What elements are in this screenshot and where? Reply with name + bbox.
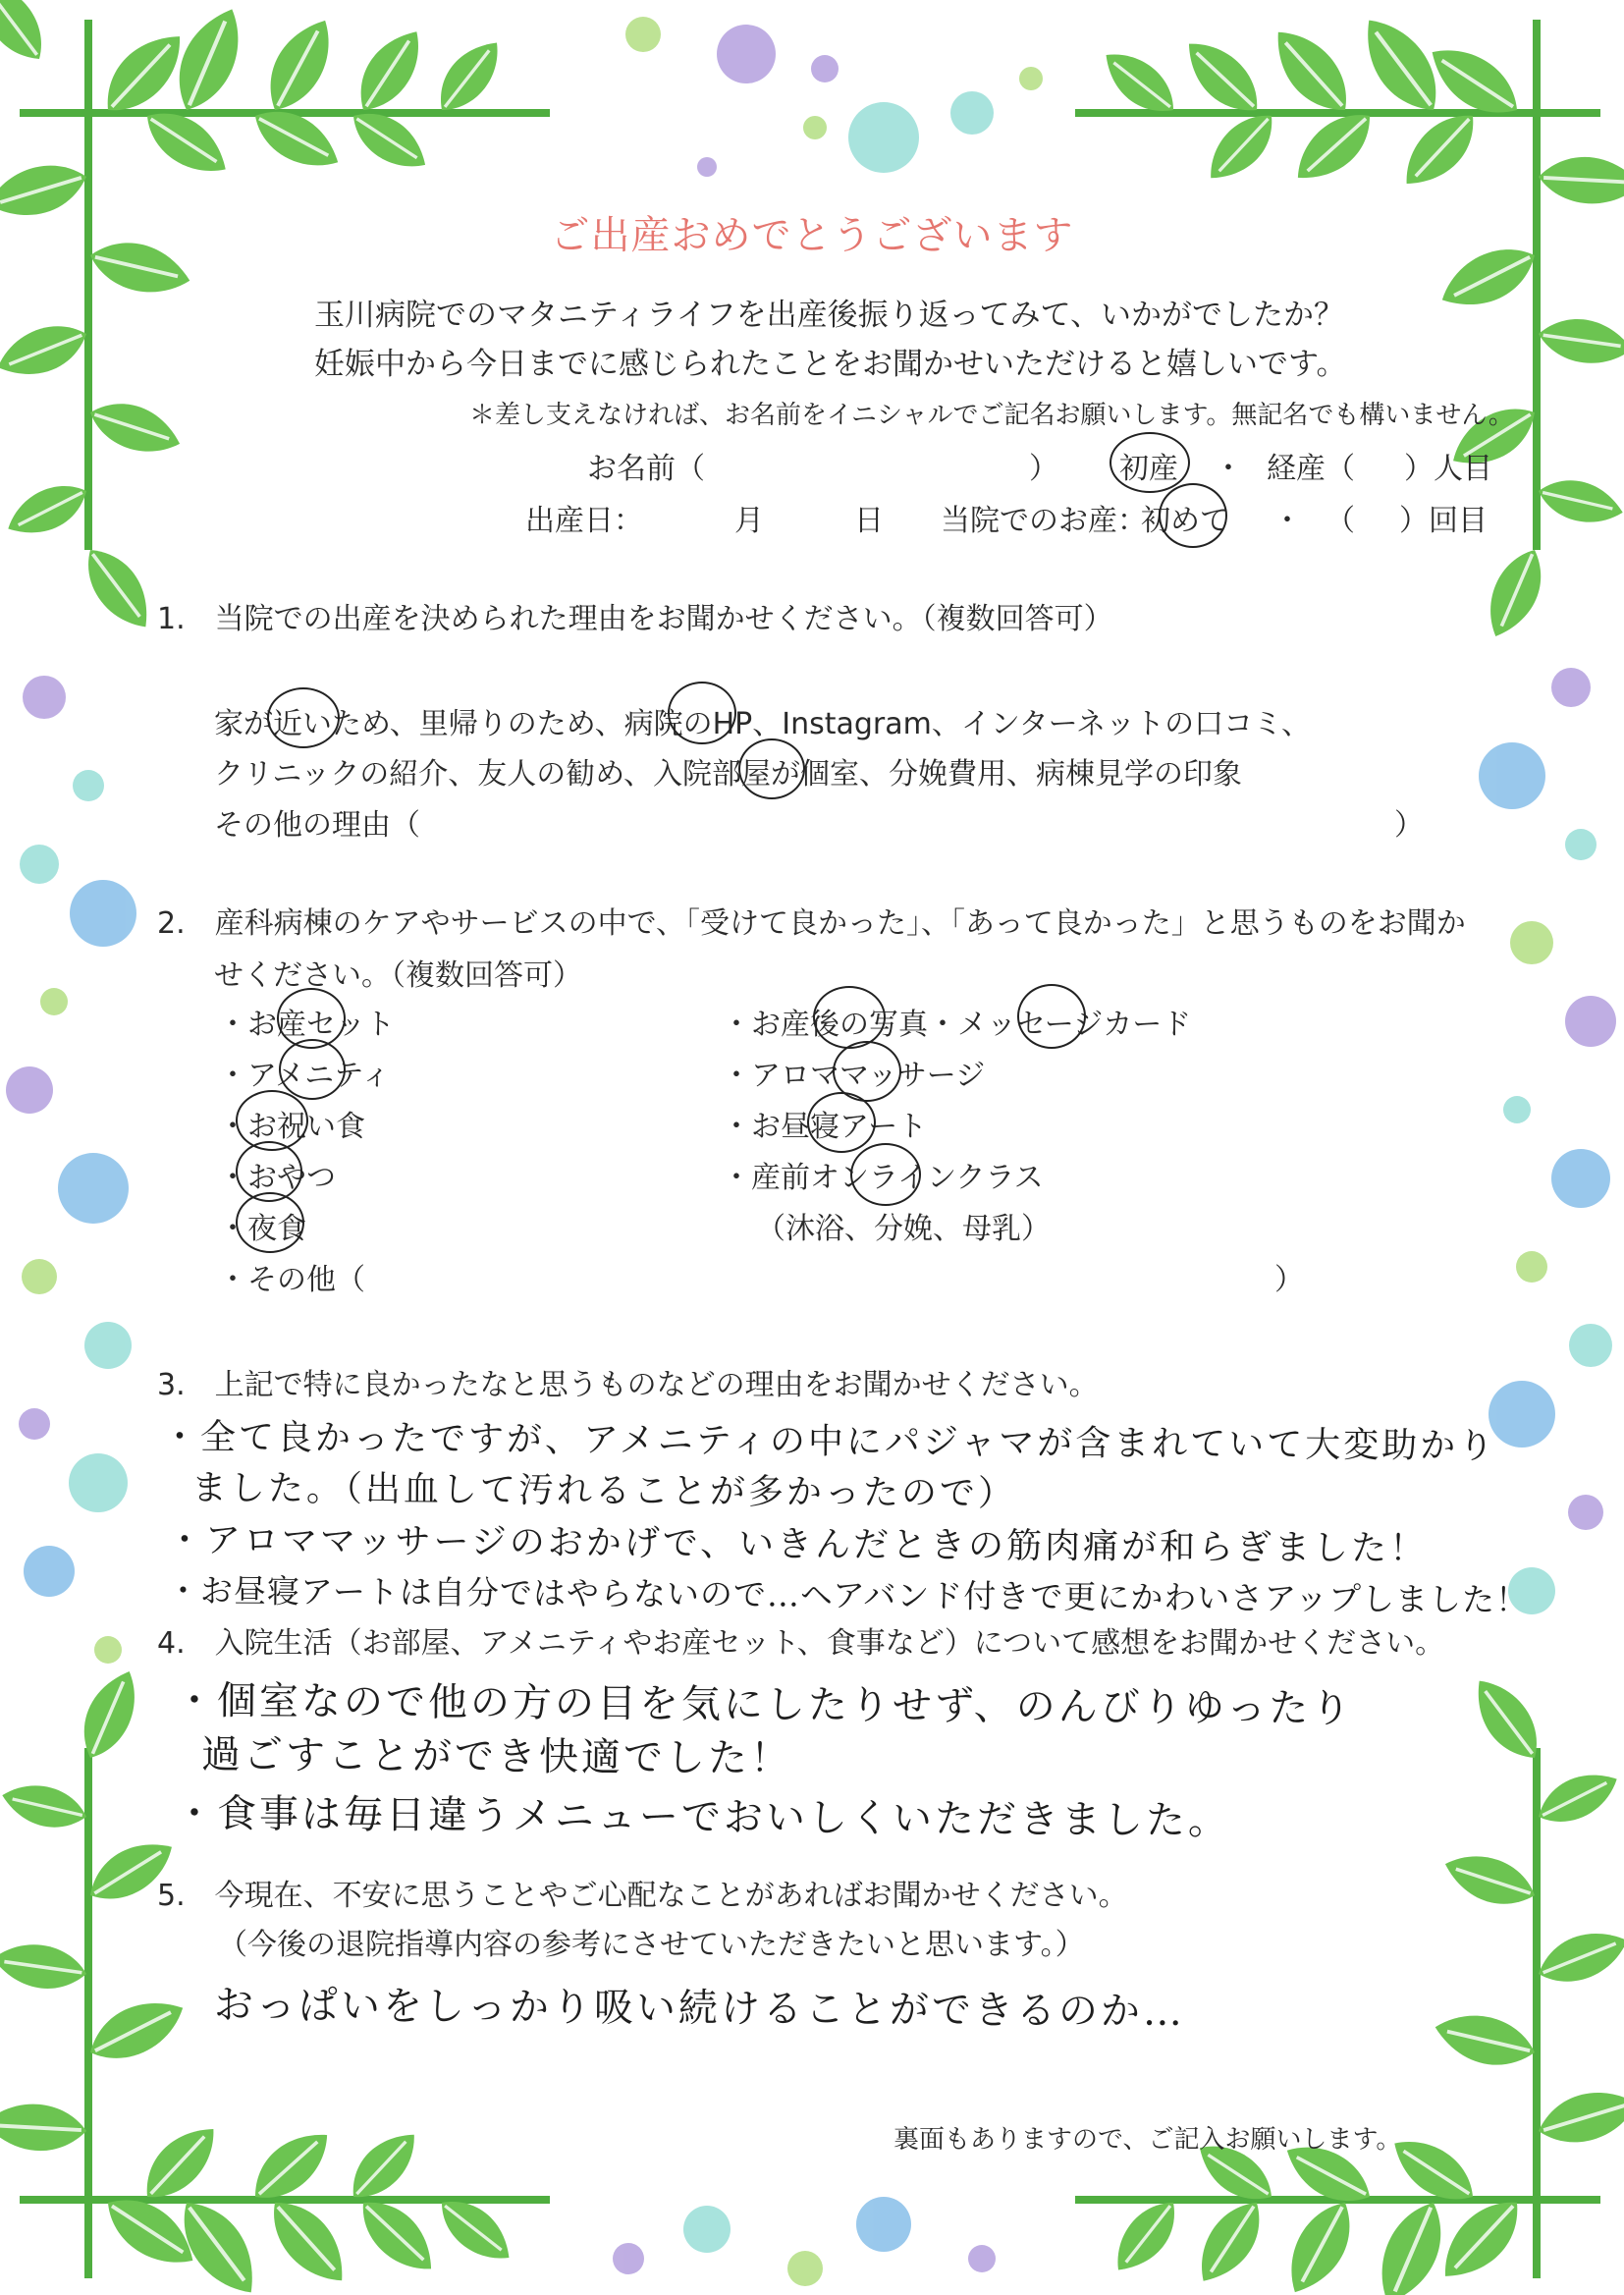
initials-note: ＊差し支えなければ、お名前をイニシャルでご記名お願いします。無記名でも構いません。: [469, 401, 1514, 430]
page-title: ご出産おめでとうございます: [550, 213, 1074, 258]
q4-answer-line-3: ・食事は毎日違うメニューでおいしくいただきました。: [174, 1791, 1231, 1844]
name-close: ）: [1029, 452, 1058, 486]
selection-circle: [850, 1143, 921, 1206]
question-5-sub: （今後の退院指導内容の参考にさせていただきたいと思います。）: [218, 1928, 1085, 1962]
count-open: （: [1326, 504, 1355, 538]
experienced-birth-option[interactable]: 経産（: [1267, 452, 1355, 486]
intro-line-2: 妊娠中から今日までに感じられたことをお聞かせいただけると嬉しいです。: [314, 347, 1347, 382]
q2-option-other[interactable]: ・その他（: [218, 1263, 365, 1297]
count-suffix: ）回目: [1399, 504, 1488, 538]
question-2-line-1: 2. 産科病棟のケアやサービスの中で、「受けて良かった」、「あって良かった」と思うものをお聞か: [157, 906, 1466, 941]
selection-circle: [1017, 984, 1086, 1049]
selection-circle: [807, 1092, 876, 1153]
separator-dot-2: ・: [1272, 504, 1302, 538]
q2-option-nap-art[interactable]: ・お昼寝アート: [722, 1110, 928, 1144]
question-5: 5. 今現在、不安に思うことやご心配なことがあればお聞かせください。: [157, 1879, 1128, 1913]
selection-circle: [236, 1192, 304, 1253]
selection-circle: [668, 682, 736, 744]
day-label: 日: [854, 504, 884, 538]
q4-answer-line-1: ・個室なので他の方の目を気にしたりせず、のんびりゆったり: [174, 1678, 1354, 1732]
q2-other-close: ）: [1274, 1263, 1304, 1297]
name-label: お名前（: [587, 452, 705, 486]
q2-option-night-meal[interactable]: ・夜食: [218, 1212, 306, 1246]
times-suffix: ）人目: [1404, 452, 1492, 486]
question-2-line-2: せください。（複数回答可）: [214, 958, 582, 993]
selection-circle: [813, 986, 886, 1049]
q2-option-aroma-massage[interactable]: ・アロママッサージ: [722, 1059, 986, 1093]
q1-other-label[interactable]: その他の理由（: [214, 808, 420, 843]
q3-answer-line-1: ・全て良かったですが、アメニティの中にパジャマが含まれていて大変助かり: [161, 1417, 1497, 1467]
hospital-birth-label: 当院でのお産：: [941, 504, 1147, 538]
q2-option-amenity[interactable]: ・アメニティ: [218, 1059, 391, 1093]
separator-dot: ・: [1214, 452, 1243, 486]
selection-circle: [738, 738, 805, 799]
question-4: 4. 入院生活（お部屋、アメニティやお産セット、食事など）について感想をお聞かせください。: [157, 1626, 1445, 1661]
question-3: 3. 上記で特に良かったなと思うものなどの理由をお聞かせください。: [157, 1368, 1099, 1402]
selection-circle: [1110, 432, 1190, 493]
q3-answer-line-3: ・アロママッサージのおかげで、いきんだときの筋肉痛が和らぎました！: [166, 1520, 1429, 1569]
q2-option-celebration-meal[interactable]: ・お祝い食: [218, 1110, 365, 1144]
q2-option-birth-set[interactable]: ・お産セット: [218, 1008, 395, 1042]
month-label: 月: [734, 504, 764, 538]
question-1: 1. 当院での出産を決められた理由をお聞かせください。（複数回答可）: [157, 602, 1113, 636]
q2-option-online-class[interactable]: ・産前オンラインクラス: [722, 1161, 1044, 1195]
q2-option-photo-card[interactable]: ・お産後の写真・メッセージカード: [722, 1008, 1192, 1042]
selection-circle: [1159, 483, 1227, 548]
selection-circle: [279, 1039, 346, 1100]
first-time-option[interactable]: 初めて: [1141, 504, 1229, 538]
footer-note: 裏面もありますので、ご記入お願いします。: [893, 2125, 1402, 2155]
intro-line-1: 玉川病院でのマタニティライフを出産後振り返ってみて、いかがでしたか？: [314, 298, 1345, 333]
q1-other-close: ）: [1394, 808, 1424, 843]
birth-date-label: 出産日：: [525, 504, 643, 538]
q3-answer-line-4: ・お昼寝アートは自分ではやらないので…ヘアバンド付きで更にかわいさアップしました！: [166, 1571, 1530, 1619]
q5-answer: おっぱいをしっかり吸い続けることができるのか…: [213, 1983, 1186, 2035]
selection-circle: [267, 687, 340, 748]
first-birth-option[interactable]: 初産: [1119, 452, 1178, 486]
q1-options-line-2: クリニックの紹介、友人の勧め、入院部屋が個室、分娩費用、病棟見学の印象: [214, 757, 1242, 792]
q3-answer-line-2: ました。（出血して汚れることが多かったので）: [190, 1468, 1017, 1514]
q2-online-class-topics: （沐浴、分娩、母乳）: [756, 1212, 1051, 1246]
q4-answer-line-2: 過ごすことができ快適でした！: [200, 1732, 793, 1782]
q1-options-line-1: 家が近いため、里帰りのため、病院のHP、Instagram、インターネットの口コミ、: [214, 707, 1311, 741]
q2-option-snack[interactable]: ・おやつ: [218, 1161, 336, 1195]
